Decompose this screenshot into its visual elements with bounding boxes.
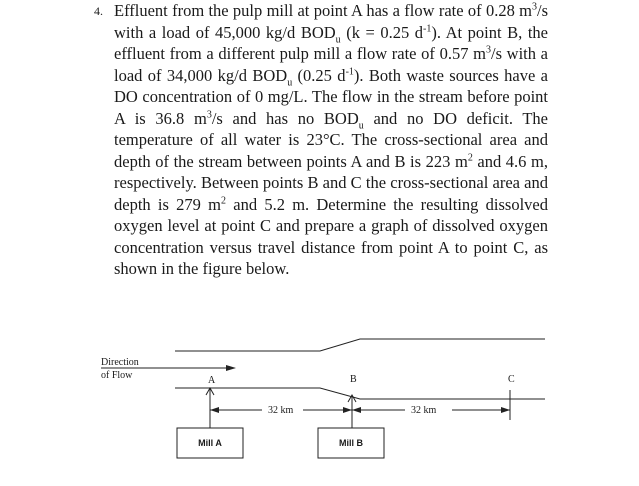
text-run: /s with a load of 45,000 kg/d BOD bbox=[114, 1, 548, 42]
problem-number: 4. bbox=[94, 4, 103, 18]
text-run: and no DO deficit. The temperature of all water is 23°C. The cross-sectional area and depth of the stream between points A and B is 223 m bbox=[114, 108, 548, 171]
direction-label-line2: of Flow bbox=[101, 370, 133, 381]
direction-label-line1: Direction bbox=[101, 357, 139, 368]
distance-bc-left-arrowhead bbox=[352, 407, 361, 413]
distance-bc-label: 32 km bbox=[411, 405, 437, 416]
stream-top-bank bbox=[175, 339, 545, 351]
point-c-label: C bbox=[508, 374, 515, 385]
distance-ab-right-arrowhead bbox=[343, 407, 352, 413]
distance-ab-left-arrowhead bbox=[210, 407, 219, 413]
text-supscript: -1 bbox=[345, 66, 354, 77]
text-subscript: u bbox=[287, 76, 293, 88]
stream-bottom-bank bbox=[175, 388, 545, 399]
text-subscript: u bbox=[358, 119, 364, 131]
point-b-label: B bbox=[350, 374, 357, 385]
text-run: /s and has no BOD bbox=[211, 108, 359, 128]
text-supscript: 2 bbox=[221, 195, 226, 206]
distance-bc-right-arrowhead bbox=[501, 407, 510, 413]
text-subscript: u bbox=[335, 33, 341, 45]
point-a-label: A bbox=[208, 375, 216, 386]
mill-b-label: Mill B bbox=[339, 438, 363, 448]
text-run: (0.25 d bbox=[292, 65, 346, 85]
distance-ab-label: 32 km bbox=[268, 405, 294, 416]
text-run: /s with a load of 34,000 kg/d BOD bbox=[114, 44, 548, 85]
text-run: (k = 0.25 d bbox=[340, 22, 424, 42]
text-run: ). Both waste sources have a DO concentration of 0 mg/L. The flow in the stream before point A is 36.8 m bbox=[114, 65, 548, 128]
mill-a-label: Mill A bbox=[198, 438, 222, 448]
text-supscript: 2 bbox=[467, 152, 473, 163]
text-run: and 5.2 m. Determine the resulting dissolved oxygen level at point C and prepare a graph of dissolved oxygen concentration versus travel distance from point A to point C, as shown in the figure below. bbox=[114, 194, 549, 278]
text-run: Effluent from the pulp mill at point A has a flow rate of 0.28 m bbox=[114, 1, 532, 20]
flow-arrowhead bbox=[226, 365, 236, 371]
text-run: and 4.6 m, respectively. Between points B and C the cross-sectional area and depth is 279 m bbox=[114, 151, 548, 214]
text-supscript: -1 bbox=[423, 23, 432, 34]
text-supscript: 3 bbox=[206, 109, 212, 120]
text-run: ). At point B, the effluent from a different pulp mill a flow rate of 0.57 m bbox=[114, 22, 548, 63]
text-supscript: 3 bbox=[531, 1, 537, 13]
text-supscript: 3 bbox=[485, 44, 491, 56]
